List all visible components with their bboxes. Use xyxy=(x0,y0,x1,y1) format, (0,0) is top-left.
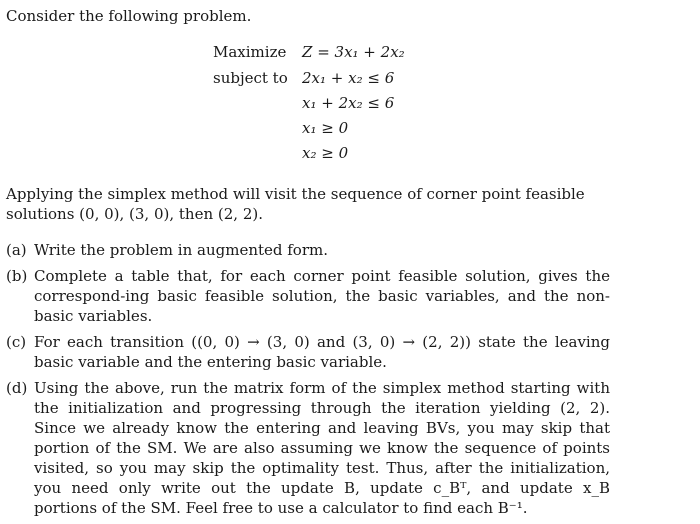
part-label: (d) xyxy=(6,379,28,397)
question-list xyxy=(0,240,700,524)
question-part-d xyxy=(0,378,610,518)
part-text: Write the problem in augmented form. xyxy=(34,241,329,259)
constraint-2: x₁ + 2x₂ ≤ 6 xyxy=(302,94,395,112)
constraint-1: 2x₁ + x₂ ≤ 6 xyxy=(302,69,395,87)
part-text: Complete a table that, for each corner point feasible solution, gives the correspond-ing basic feasible solution, the basic variables, and the non-basic variables. xyxy=(34,267,610,325)
question-part-c xyxy=(0,332,610,372)
part-label: (b) xyxy=(6,267,28,285)
simplex-paragraph: Applying the simplex method will visit the sequence of corner point feasible solutions (0, 0), (3, 0), then (2, 2). xyxy=(6,185,585,223)
part-text: Using the above, run the matrix form of the simplex method starting with the initialization and progressing through the iteration yielding (2, 2). Since we already know the entering and leaving BVs, you may skip that portion of the SM. We are also assuming we know the sequence of points visited, so you may skip the optimality test. Thus, after the initialization, you need only write out the update B, update c_Bᵀ, and update x_B portions of the SM. Feel free to use a calculator to find each B⁻¹. xyxy=(34,379,610,517)
subject-to-keyword: subject to xyxy=(213,69,288,87)
maximize-keyword: Maximize xyxy=(213,43,287,61)
part-label: (a) xyxy=(6,241,27,259)
constraint-4: x₂ ≥ 0 xyxy=(302,144,349,162)
part-label: (c) xyxy=(6,333,27,351)
intro-line: Consider the following problem. xyxy=(6,7,252,25)
question-part-a xyxy=(0,240,610,260)
constraint-3: x₁ ≥ 0 xyxy=(302,119,349,137)
question-part-b xyxy=(0,266,610,326)
part-text: For each transition ((0, 0) → (3, 0) and (3, 0) → (2, 2)) state the leaving basic variable and the entering basic variable. xyxy=(34,333,610,371)
objective-function: Z = 3x₁ + 2x₂ xyxy=(302,43,405,61)
